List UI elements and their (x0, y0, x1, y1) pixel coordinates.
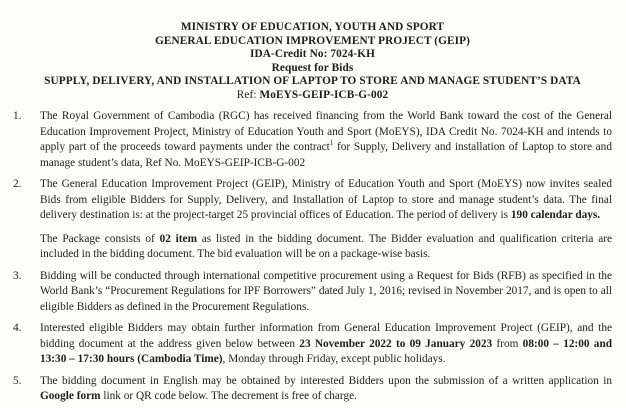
text-run: Bidding will be conducted through international competitive procurement using a Request for Bids (RFB) as specified in the World Bank’s “Procurement Regulations for IPF Borrowers” dated July 1, 2016; revised in November 2017, and is open to all eligible Bidders as defined in the Procurement Regulations. (40, 269, 612, 313)
text-run: 23 November 2022 to 09 January 2023 (299, 337, 493, 350)
paragraph-text (40, 177, 612, 224)
paragraph-text (40, 269, 612, 316)
text-run: GENERAL EDUCATION IMPROVEMENT PROJECT (GEIP) (154, 34, 471, 47)
list-item (13, 269, 612, 316)
text-run: The General Education Improvement Project (GEIP), Ministry of Education Youth and Sport (MoEYS) now invites sealed Bids from eligible Bidders for Supply, Delivery, and Installation of Laptop to store and manage student’s data. The final delivery destination is: at the project-target 25 provincial offices of Education. The period of delivery is (40, 178, 612, 221)
text-run: Interested eligible Bidders may obtain further information from General Education Improvement Project (GEIP), and the bidding document at the address given below between (40, 322, 612, 350)
list-item (13, 374, 612, 405)
item-number: 3. (13, 269, 22, 282)
text-run: as listed in the bidding document. The Bidder evaluation and qualification criteria are included in the bidding document. The bid evaluation will be on a package-wise basis. (40, 232, 612, 260)
text-run: 08:00 – 12:00 and 13:30 – 17:30 hours (Cambodia Time) (40, 337, 613, 365)
header-line (13, 35, 612, 49)
document-header (13, 21, 612, 102)
paragraph-text (40, 232, 612, 263)
item-content (40, 109, 612, 171)
text-run: MINISTRY OF EDUCATION, YOUTH AND SPORT (180, 21, 445, 33)
item-number: 5. (13, 374, 22, 387)
text-run: 02 item (159, 232, 197, 245)
text-run: from (492, 337, 523, 350)
item-content (40, 177, 612, 263)
paragraph-text (40, 109, 612, 171)
header-line (13, 21, 612, 35)
item-content (40, 269, 612, 316)
text-run: IDA-Credit No: 7024-KH (250, 48, 375, 60)
header-line (13, 89, 612, 103)
header-line (13, 48, 612, 62)
footnote-marker: 1 (329, 139, 334, 148)
item-number: 2. (13, 178, 22, 190)
text-run: link or QR code below. The decrement is free of charge. (100, 390, 357, 402)
paragraph-text (40, 321, 612, 368)
item-content (40, 321, 612, 368)
header-line (13, 62, 612, 76)
text-run: , Monday through Friday, except public holidays. (222, 353, 446, 365)
text-run: Request for Bids (271, 61, 354, 74)
text-run: SUPPLY, DELIVERY, AND INSTALLATION OF LAPTOP TO STORE AND MANAGE STUDENT’S DATA (44, 75, 581, 87)
text-run: 190 calendar days. (510, 209, 601, 221)
text-run: The bidding document in English may be obtained by interested Bidders upon the submission of a written application in (40, 374, 612, 387)
list-item (13, 109, 612, 171)
list-item (13, 321, 612, 368)
text-run: for Supply, Delivery and installation of Laptop to store and manage student’s data, Ref No. MoEYS-GEIP-ICB-G-002 (40, 141, 612, 169)
item-number: 1. (13, 110, 22, 122)
text-run: MoEYS-GEIP-ICB-G-002 (259, 88, 389, 101)
item-number: 4. (13, 322, 22, 334)
numbered-list (13, 109, 612, 405)
text-run: Google form (40, 390, 101, 402)
list-item (13, 177, 612, 263)
text-run: Ref: (236, 88, 260, 101)
header-line (13, 75, 612, 89)
paragraph-text (40, 374, 612, 405)
text-run: The Royal Government of Cambodia (RGC) has received financing from the World Bank toward the cost of the General Education Improvement Project, Ministry of Education Youth and Sport (MoEYS), IDA Credit No. 7024-KH and intends to apply part of the proceeds toward payments under the contract (40, 110, 612, 153)
text-run: The Package consists of (40, 232, 160, 245)
item-content (40, 374, 612, 405)
